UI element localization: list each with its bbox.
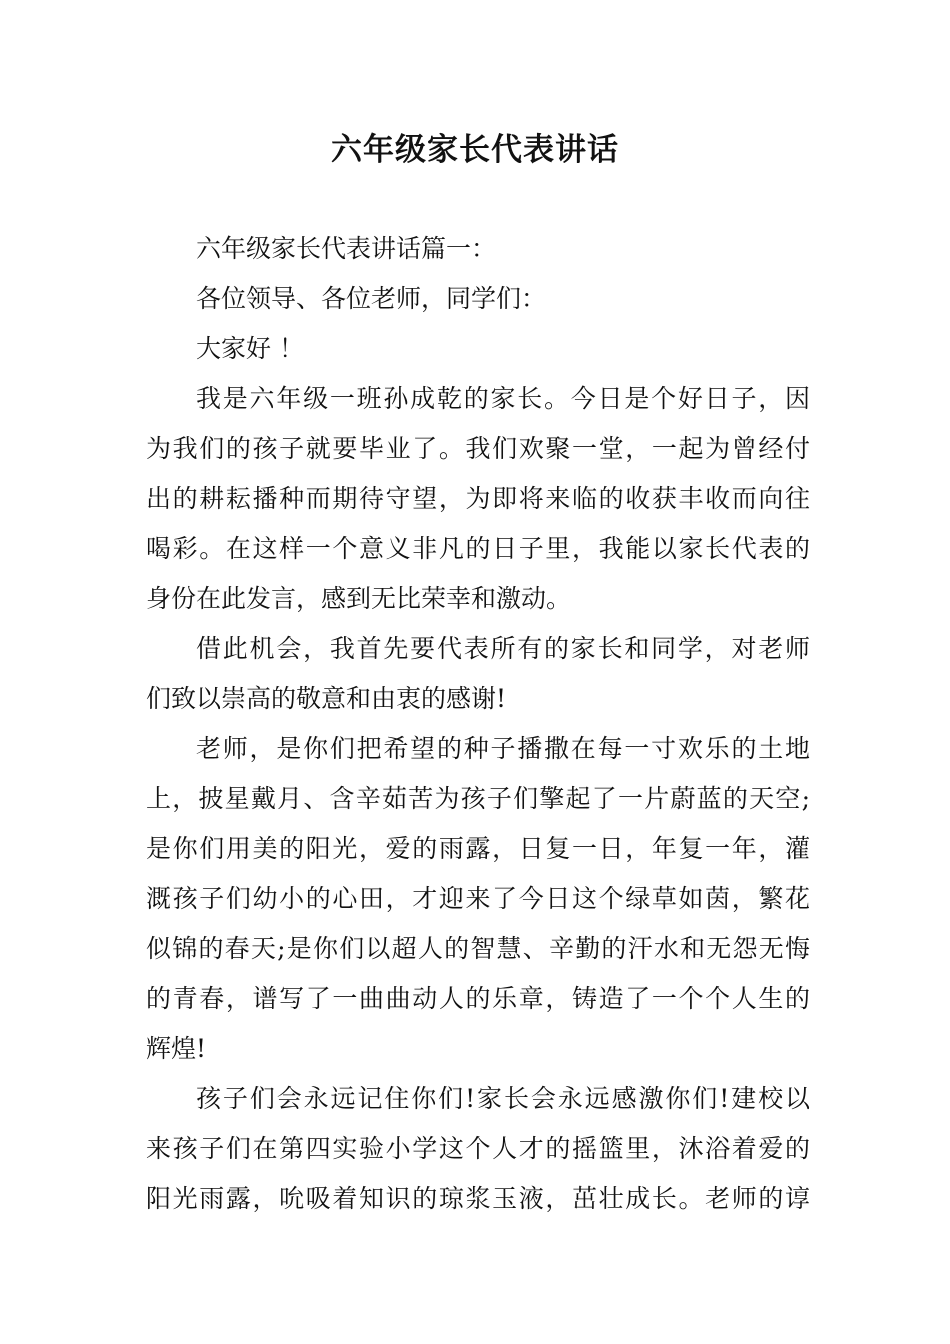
paragraph-line: 来孩子们在第四实验小学这个人才的摇篮里，沐浴着爱的: [146, 1134, 810, 1163]
paragraph-line: 溉孩子们幼小的心田，才迎来了今日这个绿草如茵，繁花: [146, 884, 810, 913]
paragraph-line: 我是六年级一班孙成乾的家长。今日是个好日子，因: [196, 384, 810, 413]
section-heading: 六年级家长代表讲话篇一：: [196, 234, 497, 263]
paragraph-line: 似锦的春天;是你们以超人的智慧、辛勤的汗水和无怨无悔: [146, 934, 810, 963]
paragraph-line: 们致以崇高的敬意和由衷的感谢!: [146, 684, 507, 713]
paragraph-1: [146, 374, 810, 624]
paragraph-4: [146, 1074, 810, 1224]
paragraph-line: 上，披星戴月、含辛茹苦为孩子们擎起了一片蔚蓝的天空;: [146, 784, 810, 813]
paragraph-2: [146, 624, 810, 724]
paragraph-line: 的青春，谱写了一曲曲动人的乐章，铸造了一个个人生的: [146, 984, 810, 1013]
paragraph-3: [146, 724, 810, 1074]
paragraph-line: 为我们的孩子就要毕业了。我们欢聚一堂，一起为曾经付: [146, 434, 810, 463]
paragraph-line: 借此机会，我首先要代表所有的家长和同学，对老师: [196, 634, 810, 663]
paragraph-line: 孩子们会永远记住你们!家长会永远感激你们!建校以: [196, 1084, 810, 1113]
greeting: 大家好 ！: [196, 334, 304, 363]
paragraph-line: 出的耕耘播种而期待守望，为即将来临的收获丰收而向往: [146, 484, 810, 513]
paragraph-line: 喝彩。在这样一个意义非凡的日子里，我能以家长代表的: [146, 534, 810, 563]
paragraph-line: 阳光雨露，吮吸着知识的琼浆玉液，茁壮成长。老师的谆: [146, 1184, 810, 1213]
paragraph-line: 老师，是你们把希望的种子播撒在每一寸欢乐的土地: [196, 734, 810, 763]
document-body: [146, 224, 810, 1224]
paragraph-line: 身份在此发言，感到无比荣幸和激动。: [146, 584, 572, 613]
document-title: 六年级家长代表讲话: [331, 132, 619, 168]
paragraph-line: 是你们用美的阳光，爱的雨露，日复一日，年复一年，灌: [146, 834, 810, 863]
paragraph-line: 辉煌!: [146, 1034, 207, 1063]
salutation: 各位领导、各位老师，同学们：: [196, 284, 547, 313]
